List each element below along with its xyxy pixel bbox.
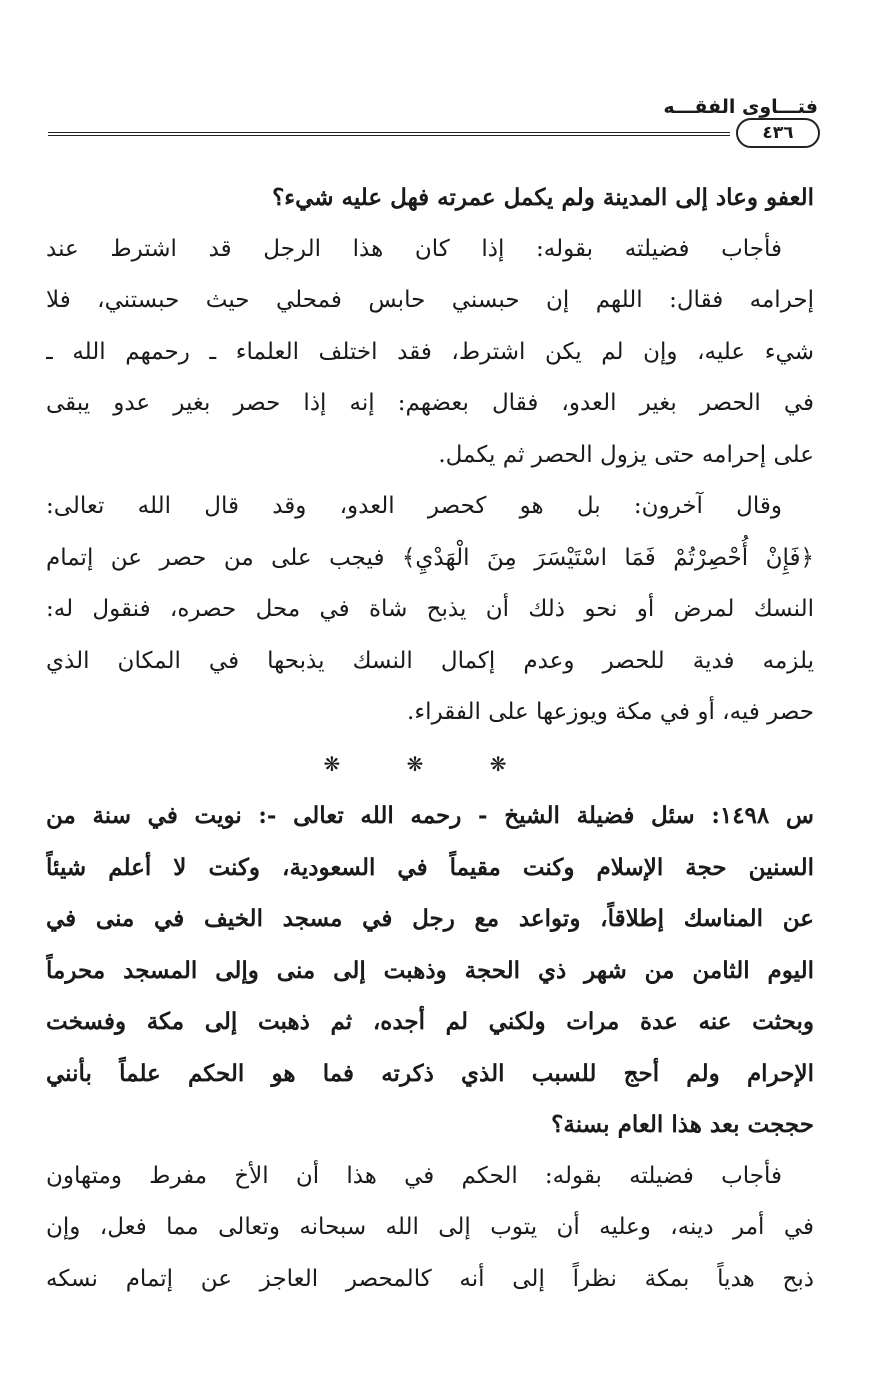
- text-line: ذبح هدياً بمكة نظراً إلى أنه كالمحصر العاجز عن إتمام نسكه: [46, 1265, 814, 1292]
- text-line: فأجاب فضيلته بقوله: الحكم في هذا أن الأخ مفرط ومتهاون: [46, 1162, 782, 1189]
- text-line: وبحثت عنه عدة مرات ولكني لم أجده، ثم ذهبت إلى مكة وفسخت: [46, 1008, 814, 1035]
- answer-block: [46, 172, 814, 739]
- book-title: فتـــاوى الفقـــه: [663, 96, 818, 118]
- text-line: على إحرامه حتى يزول الحصر ثم يكمل.: [438, 441, 814, 468]
- text-line: الإحرام ولم أحج للسبب الذي ذكرته فما هو الحكم علماً بأنني: [46, 1059, 814, 1087]
- text-line: يلزمه فدية للحصر وعدم إكمال النسك يذبحها في المكان الذي: [46, 647, 814, 674]
- text-line: في الحصر بغير العدو، فقال بعضهم: إنه إذا حصر بغير عدو يبقى: [46, 390, 814, 416]
- page-body: [46, 172, 814, 1305]
- text-line: في أمر دينه، وعليه أن يتوب إلى الله سبحانه وتعالى مما فعل، وإن: [46, 1214, 814, 1240]
- page-number: ٤٣٦: [736, 118, 820, 148]
- text-line: السنين حجة الإسلام وكنت مقيماً في السعودية، وكنت لا أعلم شيئاً: [46, 853, 814, 881]
- text-line: شيء عليه، وإن لم يكن اشترط، فقد اختلف العلماء ـ رحمهم الله ـ: [46, 338, 814, 365]
- text-line: النسك لمرض أو نحو ذلك أن يذبح شاة في محل حصره، فنقول له:: [46, 596, 814, 622]
- page-header: [48, 96, 818, 156]
- text-line: العفو وعاد إلى المدينة ولم يكمل عمرته فهل عليه شيء؟: [272, 184, 814, 211]
- text-line: س ١٤٩٨: سئل فضيلة الشيخ - رحمه الله تعالى -: نويت في سنة من: [46, 802, 814, 829]
- text-line: وقال آخرون: بل هو كحصر العدو، وقد قال الله تعالى:: [46, 493, 782, 519]
- text-line: إحرامه فقال: اللهم إن حبسني حابس فمحلي حيث حبستني، فلا: [46, 287, 814, 313]
- text-line: فأجاب فضيلته بقوله: إذا كان هذا الرجل قد اشترط عند: [46, 235, 782, 262]
- text-line: عن المناسك إطلاقاً، وتواعد مع رجل في مسجد الخيف في منى في: [46, 905, 814, 932]
- text-line: حججت بعد هذا العام بسنة؟: [551, 1111, 814, 1138]
- text-line: ﴿فَإِنْ أُحْصِرْتُمْ فَمَا اسْتَيْسَرَ مِنَ الْهَدْيِ﴾ فيجب على من حصر عن إتمام: [46, 544, 814, 571]
- question-block: [46, 790, 814, 1305]
- text-line: اليوم الثامن من شهر ذي الحجة وذهبت إلى منى وإلى المسجد محرماً: [46, 956, 814, 984]
- text-line: حصر فيه، أو في مكة ويوزعها على الفقراء.: [407, 699, 814, 725]
- section-separator: ❋ ❋ ❋: [323, 751, 537, 776]
- header-rule: [48, 132, 730, 136]
